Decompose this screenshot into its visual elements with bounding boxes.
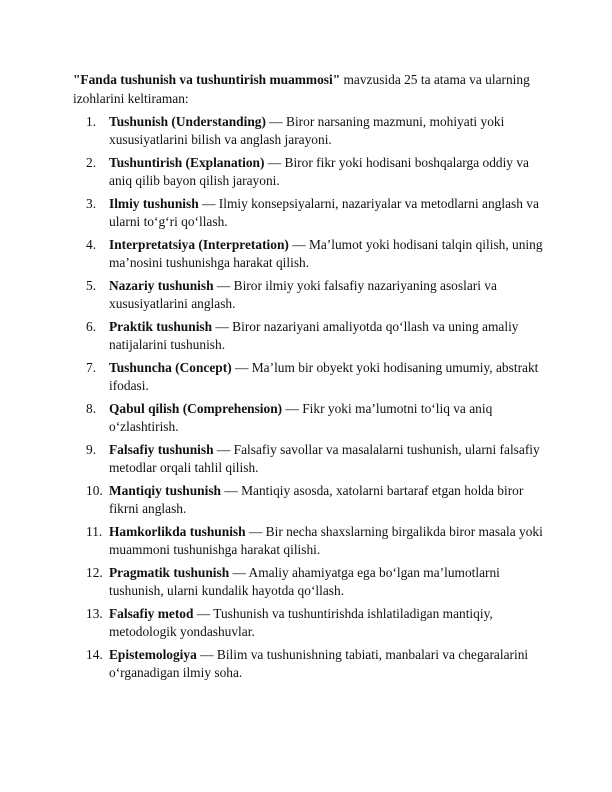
item-number: 7. (86, 360, 97, 375)
item-definition: — Bir necha shaxslarning birgalikda biror masala yoki muammoni tushunishga harakat qilishi. (109, 524, 543, 557)
list-item (73, 195, 543, 231)
item-definition: — Ilmiy konsepsiyalarni, nazariyalar va metodlarni anglash va ularni to‘g‘ri qo‘llash. (109, 196, 539, 229)
item-definition: — Ma’lumot yoki hodisani talqin qilish, uning ma’nosini tushunishga harakat qilish. (109, 237, 543, 270)
list-item (73, 400, 543, 436)
item-term: Epistemologiya (109, 647, 197, 662)
item-definition: — Bilim va tushunishning tabiati, manbalari va chegaralarini o‘rganadigan ilmiy soha. (109, 647, 529, 680)
list-item (73, 482, 543, 518)
item-definition: — Ma’lum bir obyekt yoki hodisaning umumiy, abstrakt ifodasi. (109, 360, 539, 393)
item-definition: — Fikr yoki ma’lumotni to‘liq va aniq o‘zlashtirish. (109, 401, 493, 434)
item-term: Ilmiy tushunish (109, 196, 199, 211)
item-term: Tushuncha (Concept) (109, 360, 232, 375)
item-definition: — Biror nazariyani amaliyotda qo‘llash va uning amaliy natijalarini tushunish. (109, 319, 519, 352)
item-term: Falsafiy metod (109, 606, 194, 621)
item-term: Praktik tushunish (109, 319, 213, 334)
list-item (73, 113, 543, 149)
item-term: Tushunish (Understanding) (109, 114, 266, 129)
item-number: 11. (86, 524, 103, 539)
item-number: 14. (86, 647, 103, 662)
item-number: 12. (86, 565, 103, 580)
list-item (73, 318, 543, 354)
item-number: 3. (86, 196, 97, 211)
intro-title: "Fanda tushunish va tushuntirish muammosi" (73, 72, 341, 87)
item-term: Pragmatik tushunish (109, 565, 230, 580)
item-definition: — Mantiqiy asosda, xatolarni bartaraf etgan holda biror fikrni anglash. (109, 483, 524, 516)
item-definition: — Falsafiy savollar va masalalarni tushunish, ularni falsafiy metodlar orqali tahlil qilish. (109, 442, 540, 475)
item-term: Nazariy tushunish (109, 278, 214, 293)
list-item (73, 154, 543, 190)
item-number: 5. (86, 278, 97, 293)
item-definition: — Biror ilmiy yoki falsafiy nazariyaning asoslari va xususiyatlarini anglash. (109, 278, 497, 311)
item-term: Qabul qilish (Comprehension) (109, 401, 283, 416)
item-definition: — Biror fikr yoki hodisani boshqalarga oddiy va aniq qilib bayon qilish jarayoni. (109, 155, 529, 188)
list-item (73, 277, 543, 313)
item-number: 4. (86, 237, 97, 252)
item-term: Tushuntirish (Explanation) (109, 155, 265, 170)
item-number: 1. (86, 114, 97, 129)
document-page (73, 70, 543, 687)
list-item (73, 523, 543, 559)
list-item (73, 605, 543, 641)
list-item (73, 359, 543, 395)
list-item (73, 441, 543, 477)
item-number: 13. (86, 606, 103, 621)
item-number: 9. (86, 442, 97, 457)
item-definition: — Amaliy ahamiyatga ega bo‘lgan ma’lumotlarni tushunish, ularni kundalik hayotda qo‘llash. (109, 565, 500, 598)
item-number: 6. (86, 319, 97, 334)
intro-text: mavzusida 25 ta atama va ularning izohlarini keltiraman: (73, 72, 530, 106)
item-number: 10. (86, 483, 103, 498)
item-definition: — Tushunish va tushuntirishda ishlatiladigan mantiqiy, metodologik yondashuvlar. (109, 606, 493, 639)
item-term: Mantiqiy tushunish (109, 483, 222, 498)
list-item (73, 564, 543, 600)
intro-paragraph (73, 70, 543, 108)
terms-list (73, 113, 543, 682)
list-item (73, 236, 543, 272)
item-term: Interpretatsiya (Interpretation) (109, 237, 289, 252)
item-definition: — Biror narsaning mazmuni, mohiyati yoki xususiyatlarini bilish va anglash jarayoni. (109, 114, 505, 147)
item-term: Falsafiy tushunish (109, 442, 214, 457)
item-number: 8. (86, 401, 97, 416)
item-term: Hamkorlikda tushunish (109, 524, 246, 539)
list-item (73, 646, 543, 682)
item-number: 2. (86, 155, 97, 170)
